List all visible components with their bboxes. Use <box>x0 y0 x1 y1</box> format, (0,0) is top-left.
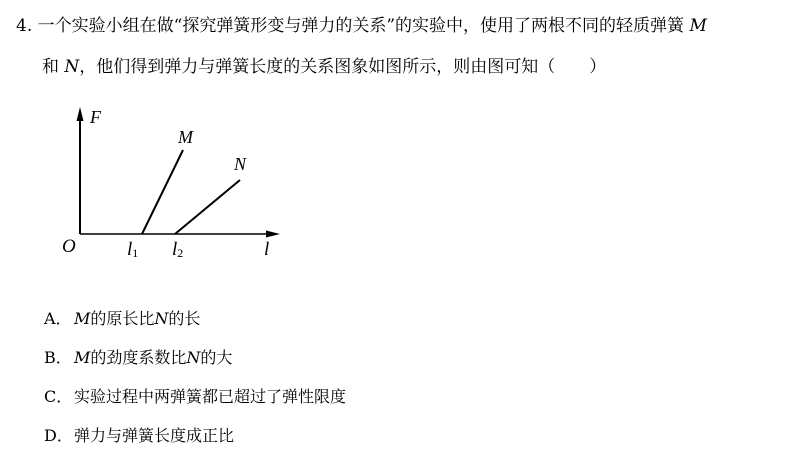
option-c[interactable] <box>44 386 346 408</box>
option-d-letter: D． <box>44 426 73 445</box>
option-a[interactable] <box>44 308 200 330</box>
line-m-label: M <box>178 127 193 147</box>
l1-tick-label: l1 <box>127 239 139 260</box>
option-d[interactable] <box>44 425 234 447</box>
option-c-text: 实验过程中两弹簧都已超过了弹性限度 <box>74 387 347 406</box>
question-text-2: ，他们得到弹力与弹簧长度的关系图象如图所示，则由图可知（ ） <box>79 57 607 77</box>
question-line-1 <box>16 15 707 37</box>
x-axis-label: l <box>264 239 270 260</box>
option-a-text-2: 的长 <box>168 309 201 328</box>
option-b[interactable] <box>44 347 232 369</box>
option-a-m-symbol: M <box>74 309 91 328</box>
x-axis-arrow <box>266 231 280 238</box>
option-b-letter: B． <box>44 348 72 367</box>
origin-label: O <box>62 236 76 257</box>
spring-n-symbol: N <box>64 57 80 77</box>
l2-tick-label: l2 <box>172 239 184 260</box>
and-text: 和 <box>42 57 59 77</box>
option-b-n-symbol: N <box>186 348 201 367</box>
y-axis-arrow <box>77 107 84 121</box>
option-d-text: 弹力与弹簧长度成正比 <box>74 426 235 445</box>
option-b-text-1: 的劲度系数比 <box>90 348 187 367</box>
force-length-graph <box>54 104 284 264</box>
question-text-1: 一个实验小组在做“探究弹簧形变与弹力的关系”的实验中，使用了两根不同的轻质弹簧 <box>37 16 685 36</box>
option-a-letter: A． <box>44 309 72 328</box>
question-line-2 <box>42 56 606 78</box>
y-axis-label: F <box>90 107 101 127</box>
option-b-text-2: 的大 <box>200 348 233 367</box>
spring-m-symbol: M <box>689 16 707 36</box>
option-a-text-1: 的原长比 <box>90 309 155 328</box>
line-n-label: N <box>234 154 247 174</box>
option-c-letter: C． <box>44 387 73 406</box>
option-a-n-symbol: N <box>154 309 169 328</box>
line-m <box>142 150 183 234</box>
option-b-m-symbol: M <box>74 348 91 367</box>
question-number: 4. <box>16 16 33 36</box>
line-n <box>175 180 240 234</box>
